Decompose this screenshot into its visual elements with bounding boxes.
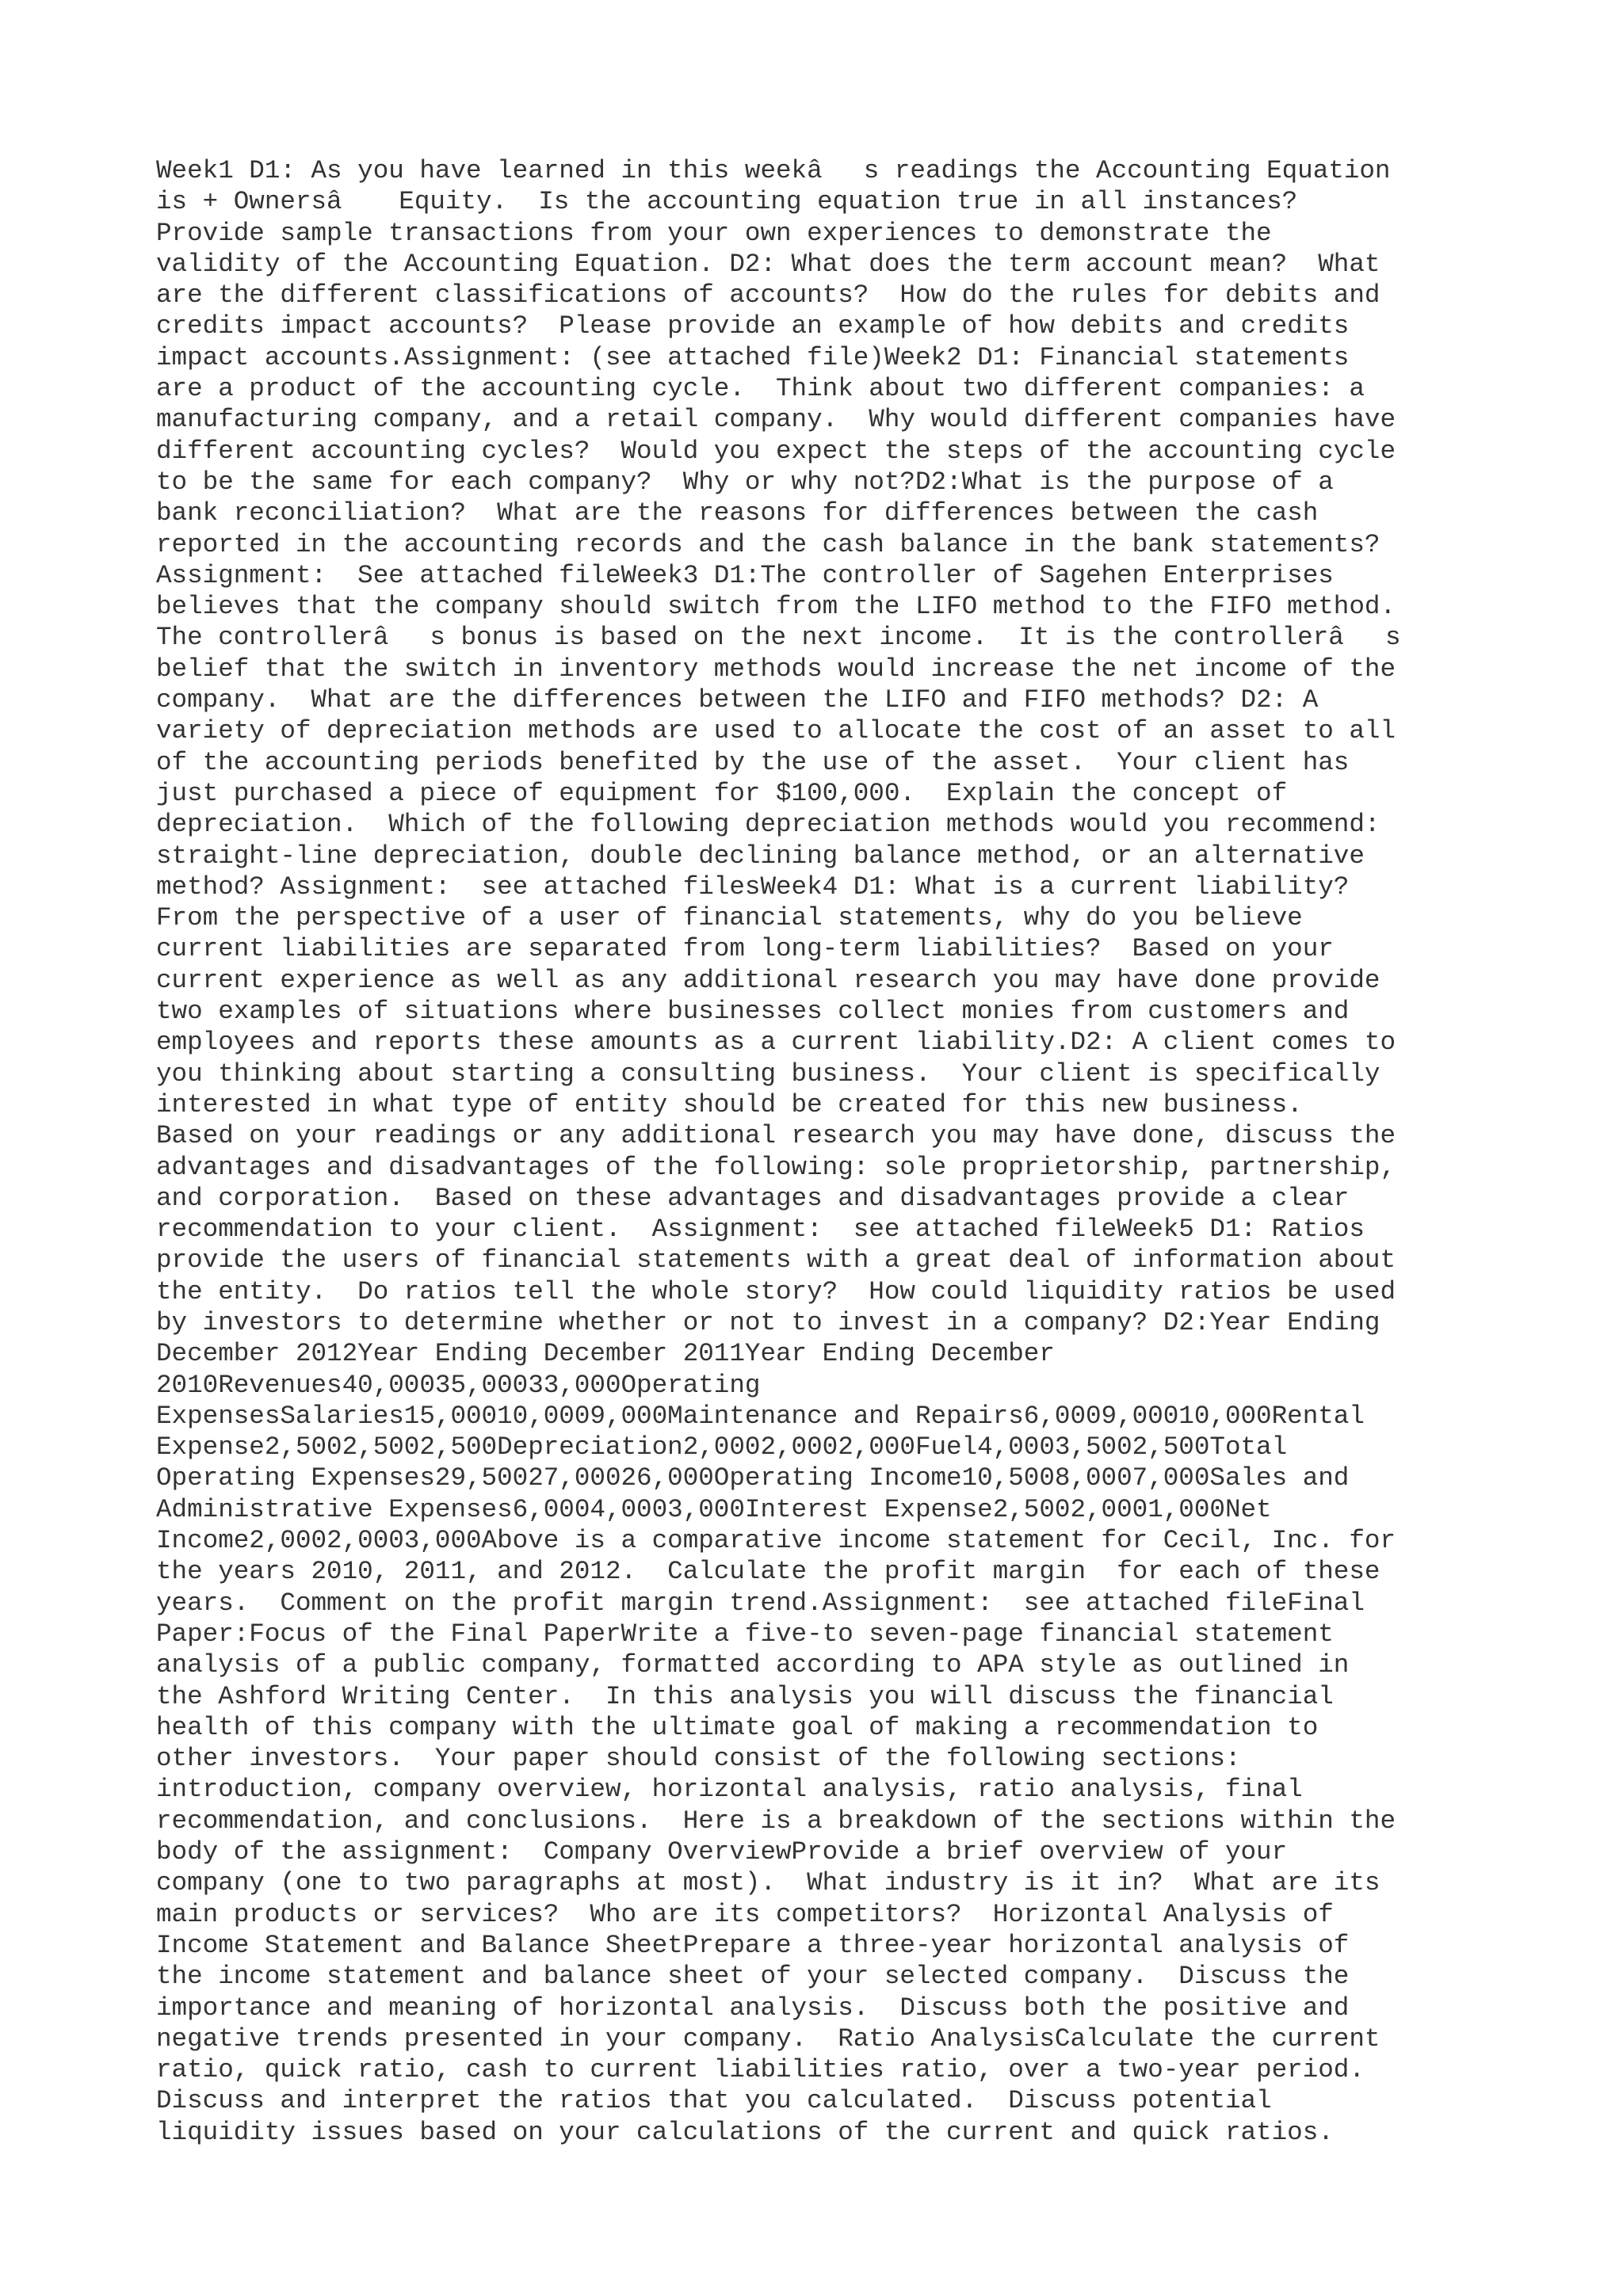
- text-line: negative trends presented in your company. Ratio AnalysisCalculate the current: [156, 2023, 1381, 2054]
- text-line: Paper:Focus of the Final PaperWrite a five-to seven-page financial statement: [156, 1619, 1334, 1649]
- text-line: credits impact accounts? Please provide an example of how debits and credits: [156, 311, 1350, 341]
- text-line: are the different classifications of accounts? How do the rules for debits and: [156, 280, 1381, 311]
- text-line: main products or services? Who are its competitors? Horizontal Analysis of: [156, 1899, 1334, 1929]
- text-line: Expense2,5002,5002,500Depreciation2,0002,0002,000Fuel4,0003,5002,500Total: [156, 1432, 1288, 1463]
- text-line: interested in what type of entity should be created for this new business.: [156, 1089, 1303, 1119]
- text-line: two examples of situations where businesses collect monies from customers and: [156, 997, 1350, 1027]
- text-line: other investors. Your paper should consist of the following sections:: [156, 1744, 1241, 1774]
- text-line: years. Comment on the profit margin trend.Assignment: see attached fileFinal: [156, 1588, 1365, 1618]
- text-line: employees and reports these amounts as a current liability.D2: A client comes to: [156, 1028, 1396, 1058]
- text-line: provide the users of financial statements with a great deal of information about: [156, 1245, 1396, 1276]
- text-line: the Ashford Writing Center. In this analysis you will discuss the financial: [156, 1681, 1334, 1711]
- document-body-text: [156, 155, 1401, 2148]
- text-line: analysis of a public company, formatted according to APA style as outlined in: [156, 1650, 1350, 1680]
- text-line: and corporation. Based on these advantages and disadvantages provide a clear: [156, 1183, 1350, 1213]
- text-line: different accounting cycles? Would you expect the steps of the accounting cycle: [156, 436, 1396, 466]
- text-line: recommendation to your client. Assignment: see attached fileWeek5 D1: Ratios: [156, 1215, 1365, 1245]
- text-line: depreciation. Which of the following depreciation methods would you recommend:: [156, 810, 1381, 840]
- text-line: company (one to two paragraphs at most). What industry is it in? What are its: [156, 1868, 1381, 1898]
- text-line: belief that the switch in inventory methods would increase the net income of the: [156, 654, 1396, 684]
- text-line: impact accounts.Assignment: (see attached file)Week2 D1: Financial statements: [156, 342, 1350, 372]
- text-line: method? Assignment: see attached filesWeek4 D1: What is a current liability?: [156, 871, 1350, 902]
- text-line: advantages and disadvantages of the following: sole proprietorship, partnership,: [156, 1152, 1396, 1182]
- text-line: From the perspective of a user of financial statements, why do you believe: [156, 903, 1303, 933]
- text-line: current liabilities are separated from long-term liabilities? Based on your: [156, 934, 1334, 964]
- text-line: ratio, quick ratio, cash to current liabilities ratio, over a two-year period.: [156, 2055, 1365, 2085]
- text-line: Provide sample transactions from your own experiences to demonstrate the: [156, 218, 1272, 248]
- text-line: the years 2010, 2011, and 2012. Calculate the profit margin for each of these: [156, 1557, 1381, 1587]
- text-line: body of the assignment: Company OverviewProvide a brief overview of your: [156, 1837, 1288, 1867]
- text-line: reported in the accounting records and the cash balance in the bank statements?: [156, 529, 1381, 559]
- text-line: believes that the company should switch from the LIFO method to the FIFO method.: [156, 592, 1396, 622]
- text-line: 2010Revenues40,00035,00033,000Operating: [156, 1370, 761, 1400]
- text-line: variety of depreciation methods are used to allocate the cost of an asset to all: [156, 716, 1396, 746]
- text-line: Administrative Expenses6,0004,0003,000Interest Expense2,5002,0001,000Net: [156, 1494, 1272, 1524]
- text-line: introduction, company overview, horizontal analysis, ratio analysis, final: [156, 1775, 1303, 1805]
- text-line: manufacturing company, and a retail company. Why would different companies have: [156, 405, 1396, 435]
- text-line: just purchased a piece of equipment for $100,000. Explain the concept of: [156, 778, 1288, 808]
- text-line: to be the same for each company? Why or why not?D2:What is the purpose of a: [156, 467, 1334, 497]
- text-line: is + Ownersâ Equity. Is the accounting equation true in all instances?: [156, 187, 1298, 217]
- text-line: the income statement and balance sheet of your selected company. Discuss the: [156, 1962, 1350, 1992]
- text-line: Income Statement and Balance SheetPrepare a three-year horizontal analysis of: [156, 1930, 1350, 1960]
- text-line: liquidity issues based on your calculations of the current and quick ratios.: [156, 2117, 1334, 2147]
- text-line: December 2012Year Ending December 2011Year Ending December: [156, 1339, 1055, 1369]
- text-line: importance and meaning of horizontal analysis. Discuss both the positive and: [156, 1993, 1350, 2023]
- text-line: The controllerâs bonus is based on the next income. It is the controllerâs: [156, 623, 1401, 653]
- text-line: by investors to determine whether or not to invest in a company? D2:Year Ending: [156, 1307, 1381, 1337]
- text-line: straight-line depreciation, double declining balance method, or an alternative: [156, 841, 1365, 871]
- text-line: Based on your readings or any additional research you may have done, discuss the: [156, 1121, 1396, 1151]
- text-line: Operating Expenses29,50027,00026,000Operating Income10,5008,0007,000Sales and: [156, 1463, 1350, 1493]
- text-line: Assignment: See attached fileWeek3 D1:The controller of Sagehen Enterprises: [156, 560, 1334, 590]
- text-line: are a product of the accounting cycle. Think about two different companies: a: [156, 374, 1365, 404]
- text-line: ExpensesSalaries15,00010,0009,000Maintenance and Repairs6,0009,00010,000Rental: [156, 1401, 1365, 1431]
- text-line: validity of the Accounting Equation. D2: What does the term account mean? What: [156, 249, 1381, 279]
- text-line: recommendation, and conclusions. Here is a breakdown of the sections within the: [156, 1806, 1396, 1836]
- text-line: bank reconciliation? What are the reasons for differences between the cash: [156, 498, 1319, 528]
- text-line: company. What are the differences between the LIFO and FIFO methods? D2: A: [156, 685, 1319, 715]
- text-line: the entity. Do ratios tell the whole story? How could liquidity ratios be used: [156, 1276, 1396, 1306]
- text-line: Week1 D1: As you have learned in this weekâs readings the Accounting Equation: [156, 156, 1391, 185]
- text-line: current experience as well as any additional research you may have done provide: [156, 965, 1381, 995]
- text-line: Discuss and interpret the ratios that you calculated. Discuss potential: [156, 2086, 1272, 2116]
- text-line: health of this company with the ultimate goal of making a recommendation to: [156, 1712, 1319, 1742]
- text-line: you thinking about starting a consulting business. Your client is specifically: [156, 1058, 1381, 1089]
- text-line: of the accounting periods benefited by the use of the asset. Your client has: [156, 747, 1350, 777]
- text-line: Income2,0002,0003,000Above is a comparative income statement for Cecil, Inc. for: [156, 1526, 1396, 1556]
